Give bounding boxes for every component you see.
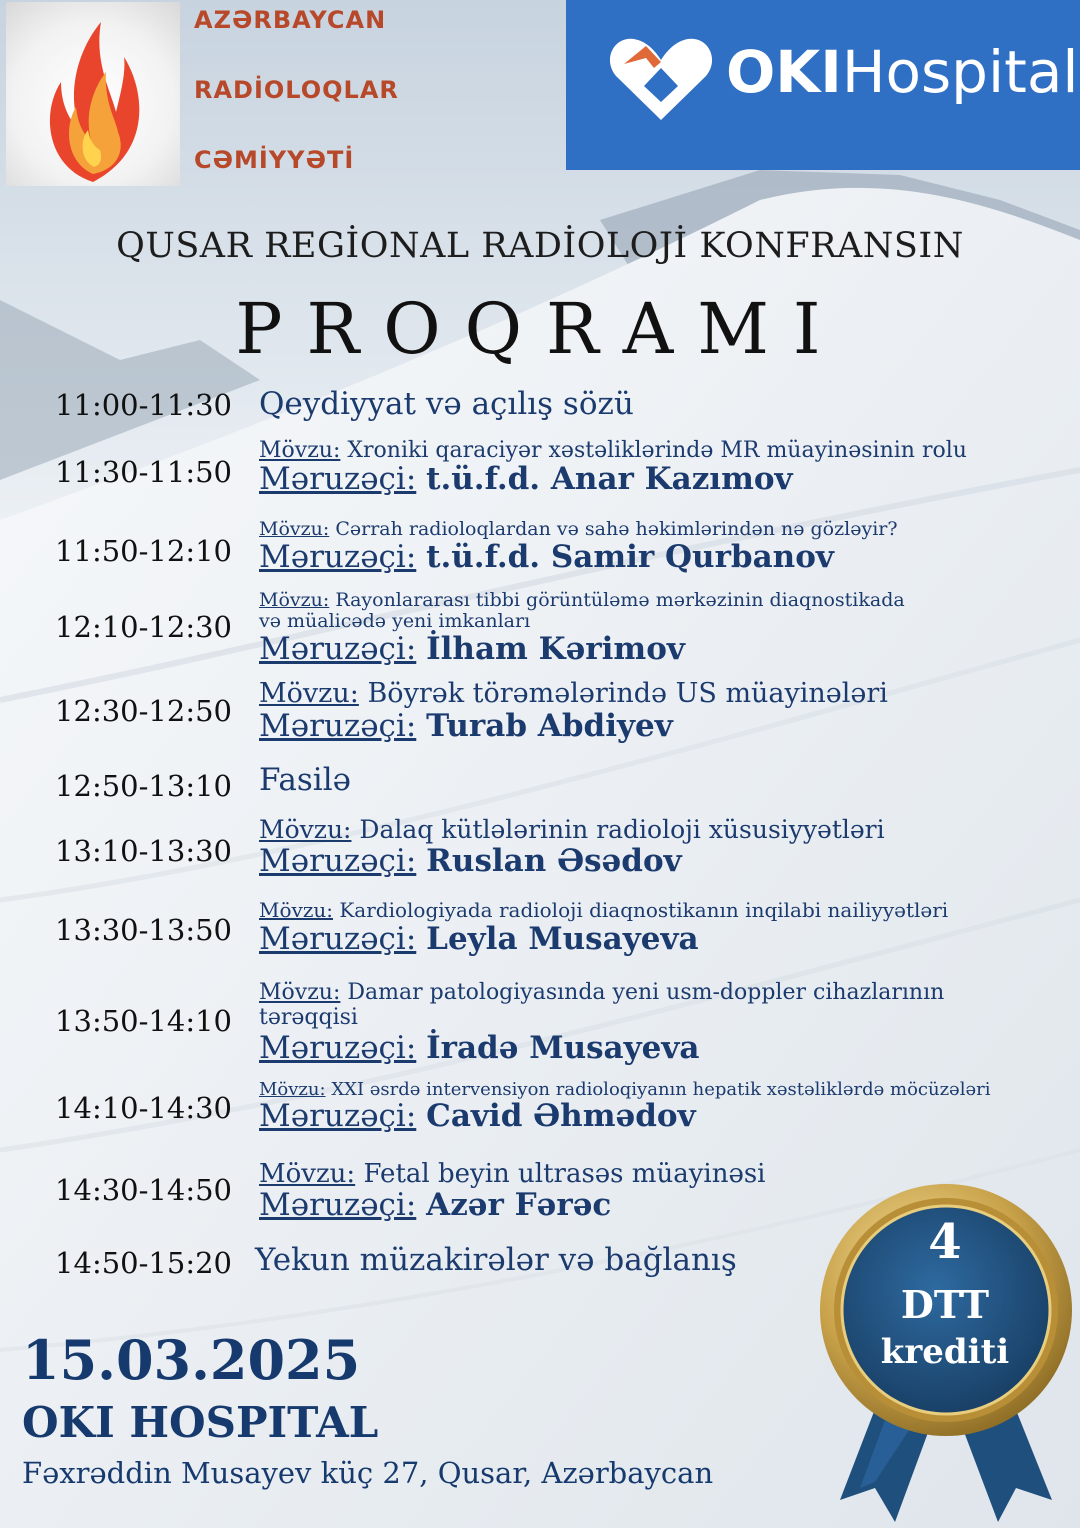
schedule-speaker bbox=[259, 708, 673, 744]
schedule-time: 13:50-14:10 bbox=[55, 1004, 232, 1038]
speaker-name: Azər Fərəc bbox=[426, 1187, 612, 1223]
speaker-name: Ruslan Əsədov bbox=[426, 843, 682, 879]
schedule-topic bbox=[259, 815, 885, 844]
society-name-line-3: CƏMİYYƏTİ bbox=[194, 146, 355, 174]
society-name-line-2: RADİOLOQLAR bbox=[194, 76, 399, 104]
event-date: 15.03.2025 bbox=[22, 1328, 361, 1392]
speaker-label: Məruzəçi: bbox=[259, 921, 417, 957]
schedule-topic bbox=[259, 1159, 766, 1189]
event-venue: OKI HOSPITAL bbox=[22, 1398, 379, 1447]
schedule-topic bbox=[259, 980, 944, 1005]
hospital-logo-bold: OKI bbox=[726, 38, 842, 106]
schedule-speaker bbox=[259, 461, 793, 497]
topic-text: Böyrək törəmələrində US müayinələri bbox=[367, 678, 888, 709]
schedule-time: 12:10-12:30 bbox=[55, 610, 232, 644]
schedule-speaker bbox=[259, 921, 699, 957]
topic-text: Rayonlararası tibbi görüntüləmə mərkəzinin diaqnostikada bbox=[335, 589, 905, 611]
badge-line-2: krediti bbox=[880, 1332, 1010, 1372]
speaker-label: Məruzəçi: bbox=[259, 539, 417, 575]
schedule-time: 14:50-15:20 bbox=[55, 1246, 232, 1280]
conference-title: QUSAR REGİONAL RADİOLOJİ KONFRANSIN bbox=[116, 226, 964, 266]
schedule-speaker bbox=[259, 1030, 699, 1066]
topic-text: Cərrah radioloqlardan və sahə həkimlərindən nə gözləyir? bbox=[335, 518, 898, 540]
schedule-time: 11:30-11:50 bbox=[55, 455, 232, 489]
topic-label: Mövzu: bbox=[259, 518, 330, 540]
speaker-name: t.ü.f.d. Anar Kazımov bbox=[426, 461, 793, 497]
schedule-time: 14:30-14:50 bbox=[55, 1173, 232, 1207]
society-logo-box bbox=[6, 2, 180, 186]
schedule-time: 14:10-14:30 bbox=[55, 1091, 232, 1125]
society-name-line-1: AZƏRBAYCAN bbox=[194, 6, 387, 34]
topic-text: Damar patologiyasında yeni usm-doppler cihazlarının bbox=[347, 980, 945, 1005]
topic-label: Mövzu: bbox=[259, 438, 341, 463]
schedule-topic bbox=[259, 518, 898, 540]
schedule-topic-continued: tərəqqisi bbox=[259, 1005, 358, 1030]
schedule-speaker bbox=[259, 631, 685, 667]
program-title: PROQRAMI bbox=[235, 288, 845, 370]
topic-label: Mövzu: bbox=[259, 980, 341, 1005]
schedule-speaker bbox=[259, 1098, 696, 1134]
speaker-name: Leyla Musayeva bbox=[426, 921, 699, 957]
speaker-label: Məruzəçi: bbox=[259, 1187, 417, 1223]
schedule-time: 13:10-13:30 bbox=[55, 834, 232, 868]
hospital-logo-light: Hospital bbox=[841, 38, 1079, 106]
badge-number: 4 bbox=[928, 1214, 962, 1270]
speaker-label: Məruzəçi: bbox=[259, 1098, 417, 1134]
topic-label: Mövzu: bbox=[259, 1079, 326, 1100]
schedule-item-text: Qeydiyyat və açılış sözü bbox=[259, 386, 634, 422]
event-address: Fəxrəddin Musayev küç 27, Qusar, Azərbaycan bbox=[22, 1456, 714, 1490]
schedule-time: 11:50-12:10 bbox=[55, 534, 232, 568]
schedule-topic-continued: və müalicədə yeni imkanları bbox=[259, 610, 531, 632]
topic-text: Xroniki qaraciyər xəstəliklərində MR müayinəsinin rolu bbox=[347, 438, 967, 463]
speaker-name: Cavid Əhmədov bbox=[426, 1098, 696, 1134]
schedule-time: 12:30-12:50 bbox=[55, 694, 232, 728]
speaker-label: Məruzəçi: bbox=[259, 843, 417, 879]
schedule-item-text: Fasilə bbox=[259, 762, 351, 798]
speaker-name: t.ü.f.d. Samir Qurbanov bbox=[426, 539, 834, 575]
schedule-topic bbox=[259, 438, 967, 463]
badge-line-1: DTT bbox=[900, 1282, 990, 1327]
topic-text: Dalaq kütlələrinin radioloji xüsusiyyətləri bbox=[359, 815, 885, 844]
schedule-time: 11:00-11:30 bbox=[55, 388, 232, 422]
topic-label: Mövzu: bbox=[259, 678, 359, 709]
schedule-item-text: Yekun müzakirələr və bağlanış bbox=[255, 1242, 737, 1278]
topic-label: Mövzu: bbox=[259, 1159, 356, 1189]
speaker-label: Məruzəçi: bbox=[259, 461, 417, 497]
schedule-time: 12:50-13:10 bbox=[55, 769, 232, 803]
speaker-name: Turab Abdiyev bbox=[426, 708, 673, 744]
speaker-name: İlham Kərimov bbox=[426, 631, 685, 667]
hospital-heart-icon bbox=[606, 28, 716, 128]
schedule-topic bbox=[259, 1079, 990, 1100]
schedule-topic bbox=[259, 589, 905, 611]
speaker-name: İradə Musayeva bbox=[426, 1030, 700, 1066]
schedule-topic bbox=[259, 898, 948, 922]
schedule-topic bbox=[259, 678, 888, 709]
topic-label: Mövzu: bbox=[259, 898, 333, 922]
topic-label: Mövzu: bbox=[259, 815, 352, 844]
speaker-label: Məruzəçi: bbox=[259, 1030, 417, 1066]
flame-icon bbox=[6, 2, 180, 186]
topic-text: XXI əsrdə intervensiyon radioloqiyanın hepatik xəstəliklərdə möcüzələri bbox=[331, 1079, 991, 1100]
schedule-speaker bbox=[259, 1187, 611, 1223]
topic-text: Kardiologiyada radioloji diaqnostikanın inqilabi nailiyyətləri bbox=[339, 898, 949, 922]
credit-badge bbox=[820, 1170, 1080, 1528]
schedule-time: 13:30-13:50 bbox=[55, 913, 232, 947]
schedule-speaker bbox=[259, 539, 834, 575]
topic-label: Mövzu: bbox=[259, 589, 330, 611]
topic-text: Fetal beyin ultrasəs müayinəsi bbox=[363, 1159, 766, 1189]
hospital-logo-box bbox=[566, 0, 1080, 170]
speaker-label: Məruzəçi: bbox=[259, 708, 417, 744]
speaker-label: Məruzəçi: bbox=[259, 631, 417, 667]
schedule-speaker bbox=[259, 843, 682, 879]
hospital-logo-text bbox=[726, 38, 1079, 106]
